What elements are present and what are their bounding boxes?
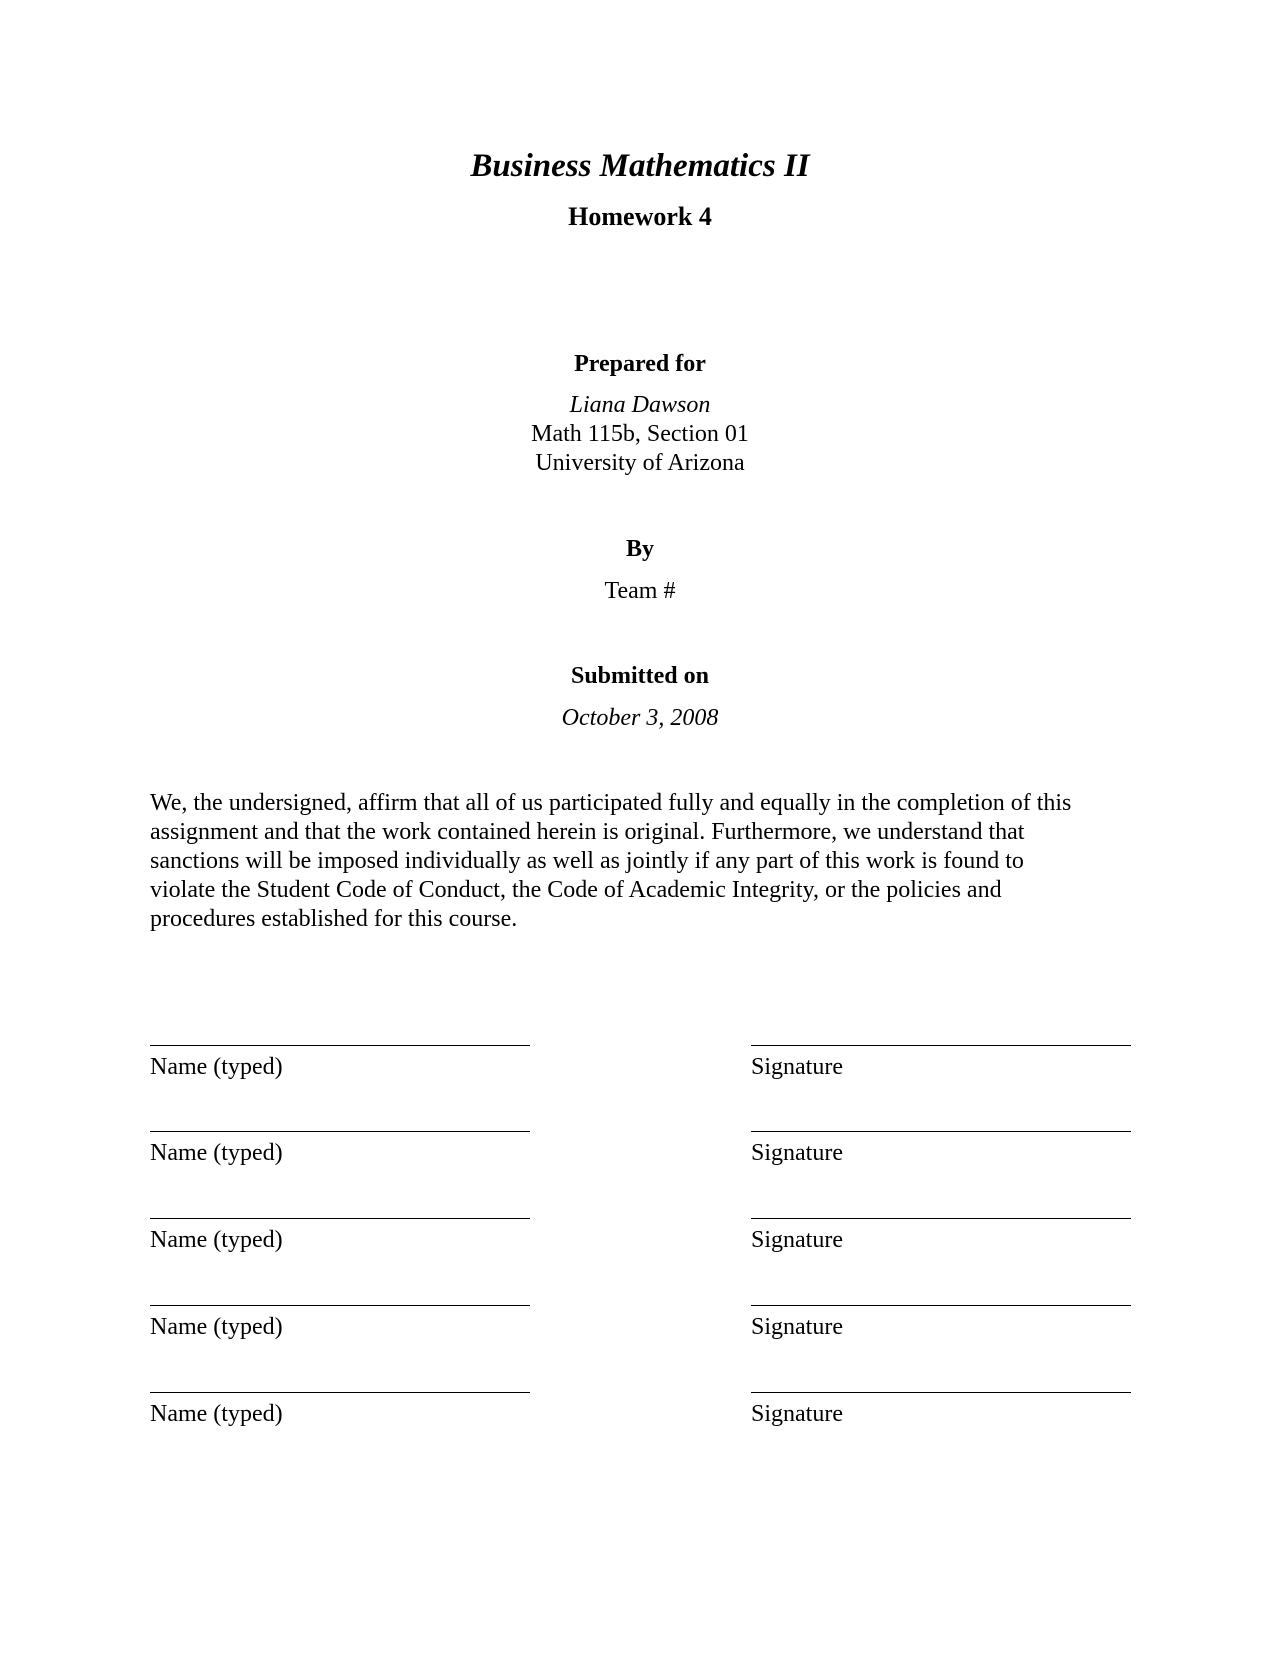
by-label: By <box>625 536 654 562</box>
signature-label: Signature <box>751 1140 843 1166</box>
signature-label: Signature <box>751 1227 843 1253</box>
signature-row <box>150 1305 1130 1365</box>
document-title: Business Mathematics II <box>470 148 810 184</box>
signature-row <box>150 1218 1130 1278</box>
university-name: University of Arizona <box>535 450 745 476</box>
signature-row <box>150 1045 1130 1105</box>
name-line[interactable] <box>150 1392 530 1393</box>
name-line[interactable] <box>150 1045 530 1046</box>
name-typed-label: Name (typed) <box>150 1140 283 1166</box>
instructor-name: Liana Dawson <box>569 392 711 418</box>
name-line[interactable] <box>150 1305 530 1306</box>
signature-label: Signature <box>751 1401 843 1427</box>
signature-label: Signature <box>751 1314 843 1340</box>
name-typed-label: Name (typed) <box>150 1401 283 1427</box>
name-typed-label: Name (typed) <box>150 1314 283 1340</box>
signature-line[interactable] <box>751 1305 1131 1306</box>
signature-line[interactable] <box>751 1218 1131 1219</box>
submitted-on-label: Submitted on <box>570 663 710 689</box>
signature-label: Signature <box>751 1054 843 1080</box>
signature-row <box>150 1392 1130 1452</box>
prepared-for-label: Prepared for <box>574 351 706 377</box>
name-line[interactable] <box>150 1131 530 1132</box>
team-number: Team # <box>604 578 676 604</box>
course-section: Math 115b, Section 01 <box>531 421 749 447</box>
name-line[interactable] <box>150 1218 530 1219</box>
signature-row <box>150 1131 1130 1191</box>
name-typed-label: Name (typed) <box>150 1054 283 1080</box>
signature-line[interactable] <box>751 1045 1131 1046</box>
submission-date: October 3, 2008 <box>561 705 719 731</box>
signature-line[interactable] <box>751 1131 1131 1132</box>
document-subtitle: Homework 4 <box>568 202 712 231</box>
name-typed-label: Name (typed) <box>150 1227 283 1253</box>
integrity-statement: We, the undersigned, affirm that all of us participated fully and equally in the completion of this assignment and that the work contained herein is original. Furthermore, we understand that sanctions will be imposed individually as well as jointly if any part of this work is found to violate the Student Code of Conduct, the Code of Academic Integrity, or the policies and procedures established for this course. <box>150 790 1072 932</box>
signature-line[interactable] <box>751 1392 1131 1393</box>
